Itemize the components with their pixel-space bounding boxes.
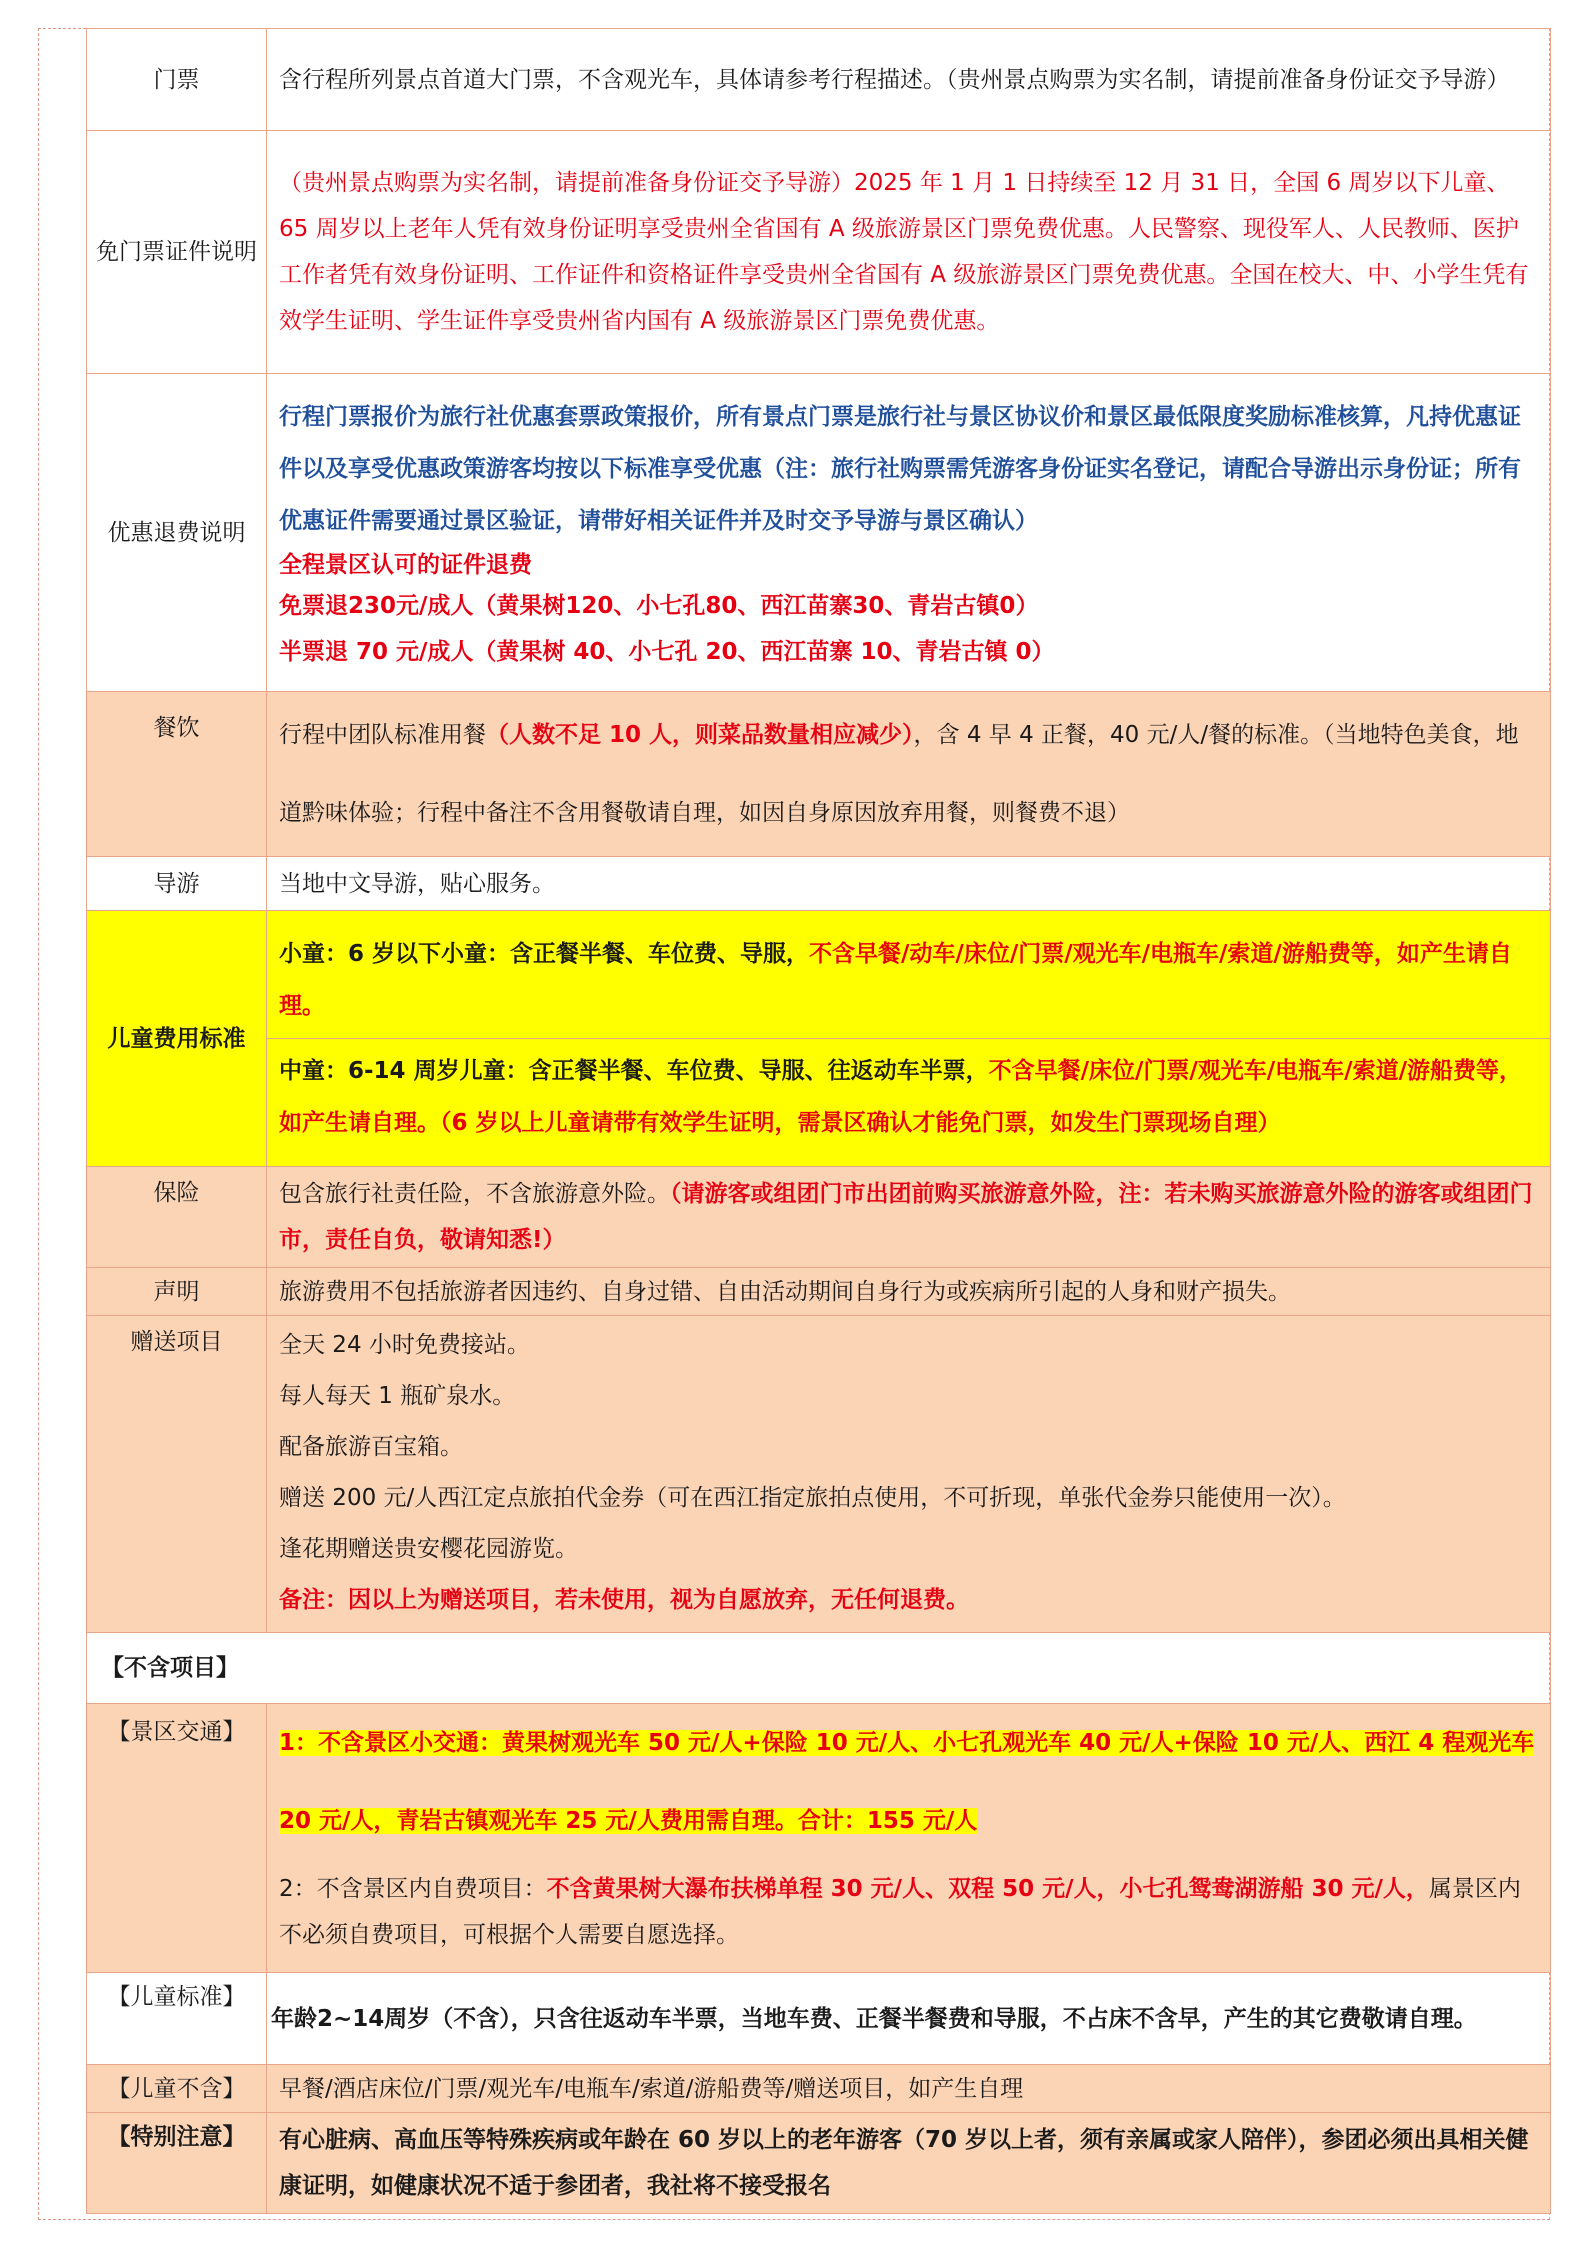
gift-item: 赠送 200 元/人西江定点旅拍代金券（可在西江指定旅拍点使用，不可折现，单张代金券只能使用一次）。 <box>279 1485 1346 1511</box>
refund-title: 全程景区认可的证件退费 <box>279 551 532 578</box>
row-guide <box>87 857 1551 911</box>
mid-child-excluded: 不含早餐/床位/门票/观光车/电瓶车/索道/游船费等，如产生请自理。（6 岁以上儿童请带有效学生证明，需景区确认才能免门票，如发生门票现场自理） <box>279 1058 1522 1136</box>
row-content <box>267 911 1551 1167</box>
row-label: 餐饮 <box>87 692 267 857</box>
mid-child-fee <box>267 1038 1550 1149</box>
row-content <box>267 1316 1551 1633</box>
refund-half: 半票退 70 元/成人（黄果树 40、小七孔 20、西江苗寨 10、青岩古镇 0） <box>279 638 1055 665</box>
row-child-excluded <box>87 2065 1551 2113</box>
row-content: 有心脏病、高血压等特殊疾病或年龄在 60 岁以上的老年游客（70 岁以上者，须有亲属或家人陪伴），参团必须出具相关健康证明，如健康状况不适于参团者，我社将不接受报名 <box>267 2113 1551 2214</box>
meals-note: （人数不足 10 人，则菜品数量相应减少） <box>486 722 914 748</box>
gift-item: 配备旅游百宝箱。 <box>279 1434 463 1460</box>
row-content <box>267 692 1551 857</box>
itinerary-terms-table <box>86 28 1551 2214</box>
meals-text-tail: ，含 4 早 4 正餐，40 元/人/餐的标准。（当地特色美食，地道黔味体验；行程中备注不含用餐敬请自理，如因自身原因放弃用餐，则餐费不退） <box>279 722 1519 826</box>
row-content <box>267 1704 1551 1973</box>
insurance-note: （请游客或组团门市出团前购买旅游意外险，注：若未购买旅游意外险的游客或组团门市，责任自负，敬请知悉!） <box>279 1181 1533 1253</box>
row-free-ticket <box>87 131 1551 374</box>
row-statement <box>87 1268 1551 1316</box>
row-content: 含行程所列景点首道大门票，不含观光车，具体请参考行程描述。（贵州景点购票为实名制，请提前准备身份证交予导游） <box>267 29 1551 131</box>
row-label: 保险 <box>87 1167 267 1268</box>
excluded-title: 【不含项目】 <box>87 1633 1551 1704</box>
small-child-fee <box>279 928 1538 1032</box>
row-label: 赠送项目 <box>87 1316 267 1633</box>
row-label: 门票 <box>87 29 267 131</box>
small-child-included: 小童：6 岁以下小童：含正餐半餐、车位费、导服， <box>279 941 810 967</box>
row-label: 【儿童不含】 <box>87 2065 267 2113</box>
row-label: 导游 <box>87 857 267 911</box>
gift-note: 备注：因以上为赠送项目，若未使用，视为自愿放弃，无任何退费。 <box>279 1587 969 1613</box>
row-scenic-transport <box>87 1704 1551 1973</box>
discount-policy-text: 行程门票报价为旅行社优惠套票政策报价，所有景点门票是旅行社与景区协议价和景区最低限度奖励标准核算，凡持优惠证件以及享受优惠政策游客均按以下标准享受优惠（注：旅行社购票需凭游客身份证实名登记，请配合导游出示身份证；所有优惠证件需要通过景区验证，请带好相关证件并及时交予导游与景区确认） <box>279 403 1521 534</box>
row-content: （贵州景点购票为实名制，请提前准备身份证交予导游）2025 年 1 月 1 日持续至 12 月 31 日，全国 6 周岁以下儿童、65 周岁以上老年人凭有效身份证明享受贵州全省国有 A 级旅游景区门票免费优惠。人民警察、现役军人、人民教师、医护工作者凭有效身份证明、工作证件和资格证件享受贵州全省国有 A 级旅游景区门票免费优惠。全国在校大、中、小学生凭有效学生证明、学生证件享受贵州省内国有 A 级旅游景区门票免费优惠。 <box>267 131 1551 374</box>
row-gifts <box>87 1316 1551 1633</box>
row-content: 旅游费用不包括旅游者因违约、自身过错、自由活动期间自身行为或疾病所引起的人身和财产损失。 <box>267 1268 1551 1316</box>
mid-child-included: 中童：6-14 周岁儿童：含正餐半餐、车位费、导服、往返动车半票， <box>279 1058 989 1084</box>
row-insurance <box>87 1167 1551 1268</box>
small-child-excluded: 不含早餐/动车/床位/门票/观光车/电瓶车/索道/游船费等，如产生请自理。 <box>279 941 1512 1019</box>
row-meals <box>87 692 1551 857</box>
transport-item-2 <box>279 1866 1538 1958</box>
row-children-fee <box>87 911 1551 1167</box>
row-content: 年龄2~14周岁（不含），只含往返动车半票，当地车费、正餐半餐费和导服，不占床不含早，产生的其它费敬请自理。 <box>267 1973 1551 2065</box>
row-label: 【景区交通】 <box>87 1704 267 1973</box>
row-label: 儿童费用标准 <box>87 911 267 1167</box>
row-label: 声明 <box>87 1268 267 1316</box>
transport-item-1-text: 1：不含景区小交通：黄果树观光车 50 元/人+保险 10 元/人、小七孔观光车 40 元/人+保险 10 元/人、西江 4 程观光车 20 元/人，青岩古镇观光车 25 元/人费用需自理。合计：155 元/人 <box>279 1730 1535 1834</box>
row-content: 早餐/酒店床位/门票/观光车/电瓶车/索道/游船费等/赠送项目，如产生自理 <box>267 2065 1551 2113</box>
gift-item: 每人每天 1 瓶矿泉水。 <box>279 1383 516 1409</box>
row-content <box>267 1167 1551 1268</box>
row-label: 免门票证件说明 <box>87 131 267 374</box>
gift-item: 全天 24 小时免费接站。 <box>279 1332 530 1358</box>
row-tickets <box>87 29 1551 131</box>
transport-item-2-text: 2：不含景区内自费项目： <box>279 1876 547 1902</box>
row-discount <box>87 374 1551 692</box>
row-label: 优惠退费说明 <box>87 374 267 692</box>
row-content: 当地中文导游，贴心服务。 <box>267 857 1551 911</box>
row-special-notice <box>87 2113 1551 2214</box>
meals-text: 行程中团队标准用餐 <box>279 722 486 748</box>
row-label: 【特别注意】 <box>87 2113 267 2214</box>
insurance-text: 包含旅行社责任险，不含旅游意外险。 <box>279 1181 670 1207</box>
transport-item-2-tail: 属景区内不必须自费项目，可根据个人需要自愿选择。 <box>279 1876 1521 1948</box>
excluded-section-header <box>87 1633 1551 1704</box>
refund-free: 免票退230元/成人（黄果树120、小七孔80、西江苗寨30、青岩古镇0） <box>279 592 1039 619</box>
transport-item-1 <box>279 1704 1538 1860</box>
row-content <box>267 374 1551 692</box>
transport-item-2-red: 不含黄果树大瀑布扶梯单程 30 元/人、双程 50 元/人，小七孔鸳鸯湖游船 30 元/人， <box>546 1876 1429 1902</box>
row-child-standard <box>87 1973 1551 2065</box>
row-label: 【儿童标准】 <box>87 1973 267 2065</box>
gift-item: 逢花期赠送贵安樱花园游览。 <box>279 1536 578 1562</box>
